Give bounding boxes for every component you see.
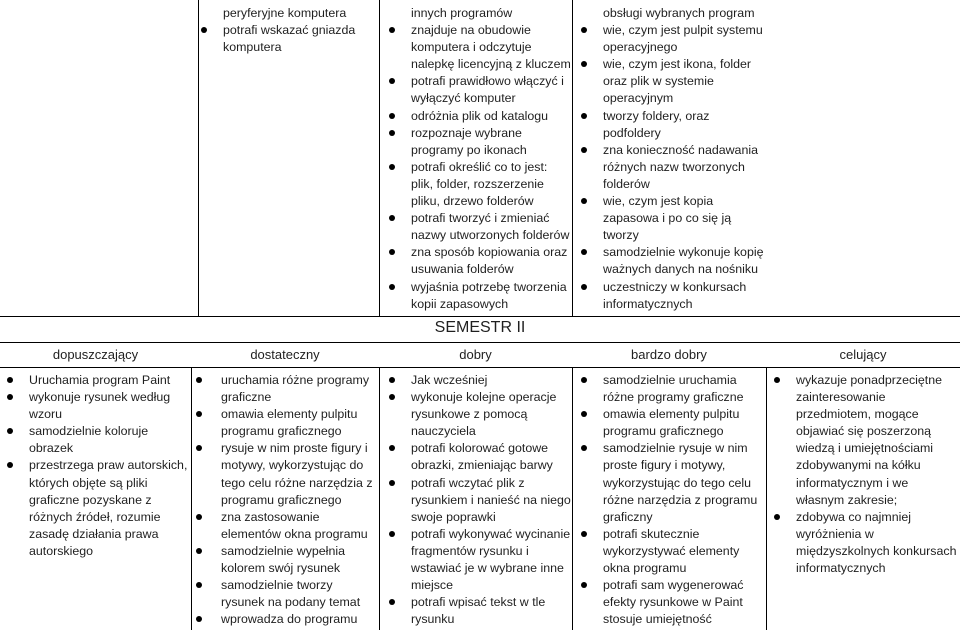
col-celujacy (771, 372, 957, 577)
list-item: samodzielnie wypełnia kolorem swój rysunek (196, 543, 378, 577)
list-item: potrafi wczytać plik z rysunkiem i nanieść na niego swoje poprawki (386, 475, 571, 526)
list-item: potrafi tworzyć i zmieniać nazwy utworzonych folderów (386, 210, 572, 244)
list-item: wykonuje kolejne operacje rysunkowe z pomocą nauczyciela (386, 389, 571, 440)
col-dostateczny (196, 372, 378, 628)
list-item: wprowadza do programu (196, 611, 378, 628)
list-item: omawia elementy pulpitu programu graficznego (196, 406, 378, 440)
list-item: wykazuje ponadprzeciętne zainteresowanie przedmiotem, mogące objawiać się poszerzoną wiedzą i umiejętnościami zdobywanymi na kółku informatycznym i we własnym zakresie; (771, 372, 957, 509)
level-dostateczny: dostateczny (250, 347, 320, 362)
list-item: potrafi wykonywać wycinanie fragmentów rysunku i wstawiać je w wybrane inne miejsce (386, 526, 571, 594)
list-item: innych programów (411, 6, 513, 20)
list-item: rozpoznaje wybrane programy po ikonach (386, 125, 572, 159)
list-item: zna zastosowanie elementów okna programu (196, 509, 378, 543)
levels-bottom-rule (0, 367, 960, 368)
top-bottom-rule (0, 316, 960, 317)
list-item: zna sposób kopiowania oraz usuwania folderów (386, 244, 572, 278)
list-item: Jak wcześniej (386, 372, 571, 389)
list-item: potrafi wpisać tekst w tle rysunku (386, 594, 571, 628)
list-item: samodzielnie wykonuje kopię ważnych danych na nośniku (578, 244, 768, 278)
semester-title: SEMESTR II (434, 319, 526, 336)
list-item: potrafi określić co to jest: plik, folder, rozszerzenie pliku, drzewo folderów (386, 159, 572, 210)
top-col-2 (386, 5, 572, 313)
list-item: uczestniczy w konkursach informatycznych (578, 279, 768, 313)
list-item: tworzy foldery, oraz podfoldery (578, 108, 768, 142)
top-divider-3 (572, 0, 573, 316)
list-item: odróżnia plik od katalogu (386, 108, 572, 125)
list-item: samodzielnie tworzy rysunek na podany temat (196, 577, 378, 611)
list-item: potrafi skutecznie wykorzystywać elementy okna programu (578, 526, 765, 577)
list-item: potrafi prawidłowo włączyć i wyłączyć komputer (386, 73, 572, 107)
list-item: uruchamia różne programy graficzne (196, 372, 378, 406)
list-item: potrafi kolorować gotowe obrazki, zmieniając barwy (386, 440, 571, 474)
list-item: potrafi sam wygenerować efekty rysunkowe w Paint stosuje umiejętność (578, 577, 765, 628)
list-item: rysuje w nim proste figury i motywy, wykorzystując do tego celu różne narzędzia z programu graficznego (196, 440, 378, 508)
bottom-divider-4 (766, 368, 767, 630)
top-col-3 (578, 5, 768, 313)
list-item: wie, czym jest pulpit systemu operacyjnego (578, 22, 768, 56)
list-item: samodzielnie rysuje w nim proste figury i motywy, wykorzystując do tego celu różne narzędzia z programu graficzny (578, 440, 765, 525)
list-item: zna konieczność nadawania różnych nazw tworzonych folderów (578, 142, 768, 193)
list-item: potrafi wskazać gniazda komputera (198, 22, 378, 56)
col-bardzo-dobry (578, 372, 765, 628)
col-dobry (386, 372, 571, 628)
top-col-1 (198, 5, 378, 56)
list-item: peryferyjne komputera (223, 6, 347, 20)
list-item: samodzielnie koloruje obrazek (4, 423, 190, 457)
list-item: wie, czym jest kopia zapasowa i po co się ją tworzy (578, 193, 768, 244)
level-bardzo-dobry: bardzo dobry (631, 347, 707, 362)
list-item: wyjaśnia potrzebę tworzenia kopii zapasowych (386, 279, 572, 313)
levels-top-rule (0, 342, 960, 343)
list-item: samodzielnie uruchamia różne programy graficzne (578, 372, 765, 406)
col-dopuszczajacy (4, 372, 190, 560)
level-celujacy: celujący (839, 347, 887, 362)
list-item: wykonuje rysunek według wzoru (4, 389, 190, 423)
list-item: omawia elementy pulpitu programu graficznego (578, 406, 765, 440)
list-item: przestrzega praw autorskich, których objęte są pliki graficzne pozyskane z różnych źródeł, rozumie zasadę działania prawa autorskiego (4, 457, 190, 560)
bottom-divider-1 (191, 368, 192, 630)
list-item: obsługi wybranych program (603, 6, 755, 20)
list-item: Uruchamia program Paint (4, 372, 190, 389)
top-divider-2 (379, 0, 380, 316)
bottom-divider-3 (572, 368, 573, 630)
level-dopuszczajacy: dopuszczający (52, 347, 139, 362)
list-item: wie, czym jest ikona, folder oraz plik w systemie operacyjnym (578, 56, 768, 107)
list-item: znajduje na obudowie komputera i odczytuje nalepkę licencyjną z kluczem (386, 22, 572, 73)
bottom-divider-2 (379, 368, 380, 630)
level-dobry: dobry (459, 347, 492, 362)
list-item: zdobywa co najmniej wyróżnienia w międzyszkolnych konkursach informatycznych (771, 509, 957, 577)
